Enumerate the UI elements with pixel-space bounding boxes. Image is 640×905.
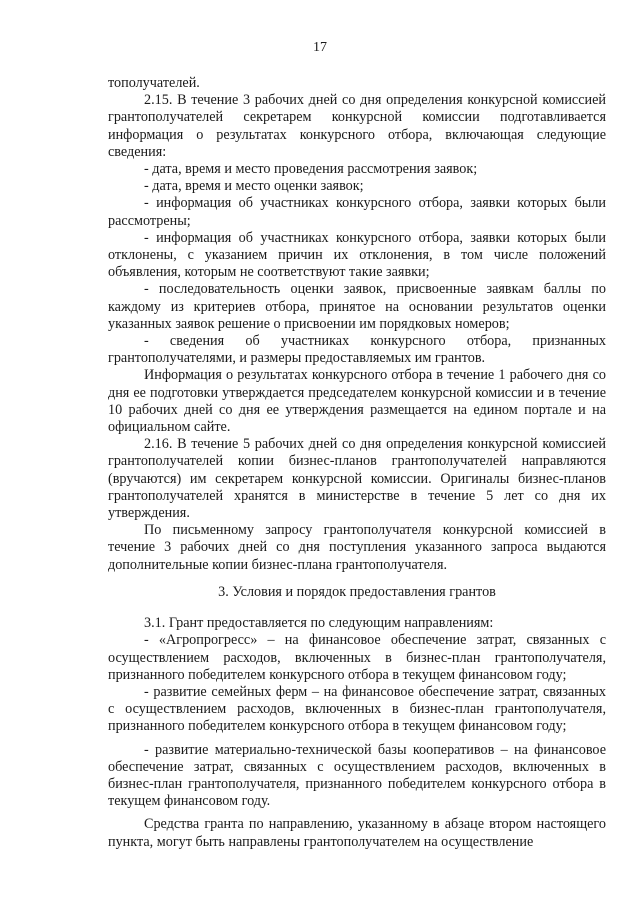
list-item: - сведения об участниках конкурсного отбора, признанных грантополучателями, и размеры предоставляемых им грантов. bbox=[108, 333, 606, 367]
paragraph-2-15: 2.15. В течение 3 рабочих дней со дня определения конкурсной комиссией грантополучателей секретарем конкурсной комиссии подготавливается информация о результатах конкурсного отбора, включающая следующие сведения: bbox=[108, 92, 606, 160]
list-item: - последовательность оценки заявок, присвоенные заявкам баллы по каждому из критериев отбора, принятое на основании результатов оценки указанных заявок решение о присвоении им порядковых номеров; bbox=[108, 281, 606, 332]
paragraph-continuation: тополучателей. bbox=[108, 75, 200, 91]
paragraph-written-request: По письменному запросу грантополучателя конкурсной комиссией в течение 3 рабочих дней со дня поступления указанного запроса выдаются дополнительные копии бизнес-плана грантополучателя. bbox=[108, 522, 606, 573]
list-item: - дата, время и место оценки заявок; bbox=[144, 178, 364, 195]
paragraph-grant-funds: Средства гранта по направлению, указанному в абзаце втором настоящего пункта, могут быть направлены грантополучателем на осуществление bbox=[108, 816, 606, 850]
list-item: - развитие семейных ферм – на финансовое обеспечение затрат, связанных с осуществлением расходов, включенных в бизнес-план грантополучателя, признанного победителем конкурсного отбора в текущем финансовом году; bbox=[108, 683, 606, 735]
document-body bbox=[108, 75, 606, 851]
list-item: - развитие материально-технической базы кооперативов – на финансовое обеспечение затрат, связанных с осуществлением расходов, включенных в бизнес-план грантополучателя, признанного победителем конкурсного отбора в текущем финансовом году. bbox=[108, 741, 606, 810]
list-item: - информация об участниках конкурсного отбора, заявки которых были рассмотрены; bbox=[108, 195, 606, 229]
paragraph-3-1: 3.1. Грант предоставляется по следующим направлениям: bbox=[144, 615, 494, 632]
paragraph-2-16: 2.16. В течение 5 рабочих дней со дня определения конкурсной комиссией грантополучателей копии бизнес-планов грантополучателей направляются (вручаются) им секретарем конкурсной комиссии. Оригиналы бизнес-планов грантополучателей хранятся в министерстве в течение 5 лет со дня их утверждения. bbox=[108, 436, 606, 522]
page-number: 17 bbox=[313, 40, 327, 55]
paragraph-results-info: Информация о результатах конкурсного отбора в течение 1 рабочего дня со дня ее подготовки утверждается председателем конкурсной комиссии и в течение 10 рабочих дней со дня ее утверждения размещается на едином портале и на официальном сайте. bbox=[108, 367, 606, 436]
list-item: - информация об участниках конкурсного отбора, заявки которых были отклонены, с указанием причин их отклонения, в том числе положений объявления, которым не соответствуют такие заявки; bbox=[108, 229, 606, 281]
section-heading: 3. Условия и порядок предоставления грантов bbox=[218, 583, 496, 600]
list-item: - дата, время и место проведения рассмотрения заявок; bbox=[144, 161, 478, 178]
list-item: - «Агропрогресс» – на финансовое обеспечение затрат, связанных с осуществлением расходов, включенных в бизнес-план грантополучателя, признанного победителем конкурсного отбора в текущем финансовом году; bbox=[108, 632, 606, 683]
